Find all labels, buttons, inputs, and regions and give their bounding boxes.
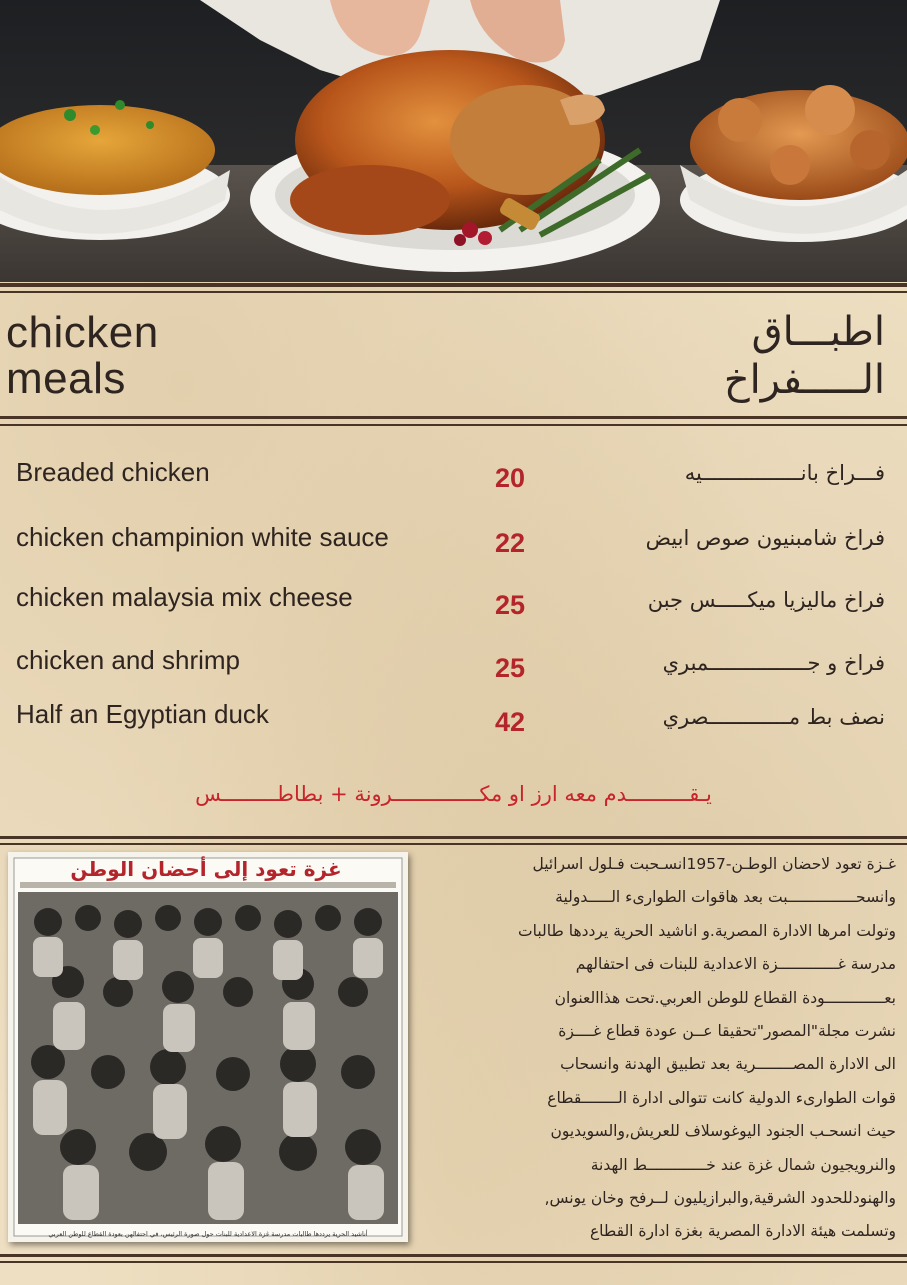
title-en-line: meals xyxy=(6,354,126,403)
menu-row xyxy=(0,697,907,737)
item-name-ar: فـــراخ بانــــــــــــــــيه xyxy=(684,461,885,485)
item-name-ar: نصف بط مـــــــــــــصري xyxy=(662,705,885,729)
history-line: قوات الطوارىء الدولية كانت تتوالى ادارة الــــــــقطاع xyxy=(547,1088,896,1107)
archive-caption: أناشيد الحرية يرددها طالبات مدرسة غزة الاعدادية للبنات حول صورة الرئيس، في احتفالهن بعودة القطاع للوطن العربي xyxy=(48,1230,368,1238)
history-line: مدرسة غـــــــــــــزة الاعدادية للبنات فى احتفالهم xyxy=(575,955,896,974)
history-line: غـزة تعود لاحضان الوطـن-1957انسـحبت فـلول اسرائيل xyxy=(532,855,896,873)
history-line: والهنودللحدود الشرقية,والبرازيليون لــرفح وخان يونس, xyxy=(544,1188,896,1207)
item-name-ar: فراخ و جــــــــــــــــمبري xyxy=(662,651,885,675)
title-ar-line: الـــــفراخ xyxy=(723,357,885,403)
archive-headline: غزة تعود إلى أحضان الوطن xyxy=(70,857,342,881)
item-price: 22 xyxy=(494,528,526,558)
menu-row xyxy=(0,580,907,620)
divider xyxy=(0,1261,907,1263)
divider xyxy=(0,1254,907,1257)
divider xyxy=(0,291,907,293)
divider xyxy=(0,416,907,419)
title-en-line: chicken xyxy=(6,308,159,357)
history-line: والنرويجيون شمال غزة عند خـــــــــــــط الهدنة xyxy=(590,1155,896,1174)
item-name-en: Breaded chicken xyxy=(16,457,210,487)
divider xyxy=(0,836,907,839)
item-price: 25 xyxy=(494,653,526,683)
item-price: 20 xyxy=(494,463,526,493)
history-text xyxy=(414,848,896,1249)
history-line: الى الادارة المصــــــــرية بعد تطبيق الهدنة وانسحاب xyxy=(560,1055,896,1074)
item-name-en: chicken champinion white sauce xyxy=(16,522,389,552)
hero-photo xyxy=(0,0,907,282)
item-name-ar: فراخ ماليزيا ميكـــــس جبن xyxy=(647,588,885,612)
item-name-en: chicken malaysia mix cheese xyxy=(16,582,353,612)
divider xyxy=(0,283,907,287)
menu-row xyxy=(0,455,907,495)
page-title-ar xyxy=(724,308,885,404)
archive-newspaper-photo xyxy=(8,852,408,1242)
divider xyxy=(0,424,907,426)
item-name-ar: فراخ شامبنيون صوص ابيض xyxy=(645,526,885,550)
history-line: وتسلمت هيئة الادارة المصرية بغزة ادارة القطاع xyxy=(589,1222,896,1241)
item-price: 25 xyxy=(494,590,526,620)
item-name-en: Half an Egyptian duck xyxy=(16,699,269,729)
history-line: وتولت امرها الادارة المصرية.و اناشيد الحرية يرددها طالبات xyxy=(518,921,896,940)
title-ar-line: اطبـــاق xyxy=(751,309,885,355)
served-with-note: يـقــــــــــدم معه ارز او مكــــــــــــــرونة + بطاطـــــــــس xyxy=(195,782,712,806)
history-line: وانسحـــــــــــــــبت بعد هاقوات الطوارىء الـــــدولية xyxy=(555,888,896,907)
history-line: بعـــــــــــــودة القطاع للوطن العربي.تحت هذاالعنوان xyxy=(554,988,896,1007)
history-line: نشرت مجلة"المصور"تحقيقا عــن عودة قطاع غــــزة xyxy=(558,1021,896,1040)
page-title-en xyxy=(6,310,159,402)
history-line: حيث انسحـب الجنود اليوغوسلاف للعريش,والسويديون xyxy=(550,1122,896,1141)
menu-row xyxy=(0,518,907,558)
roast-chicken-image xyxy=(0,0,907,282)
item-name-en: chicken and shrimp xyxy=(16,645,240,675)
menu-row xyxy=(0,643,907,683)
item-price: 42 xyxy=(494,707,526,737)
divider xyxy=(0,843,907,845)
archive-photo-image xyxy=(8,852,408,1242)
